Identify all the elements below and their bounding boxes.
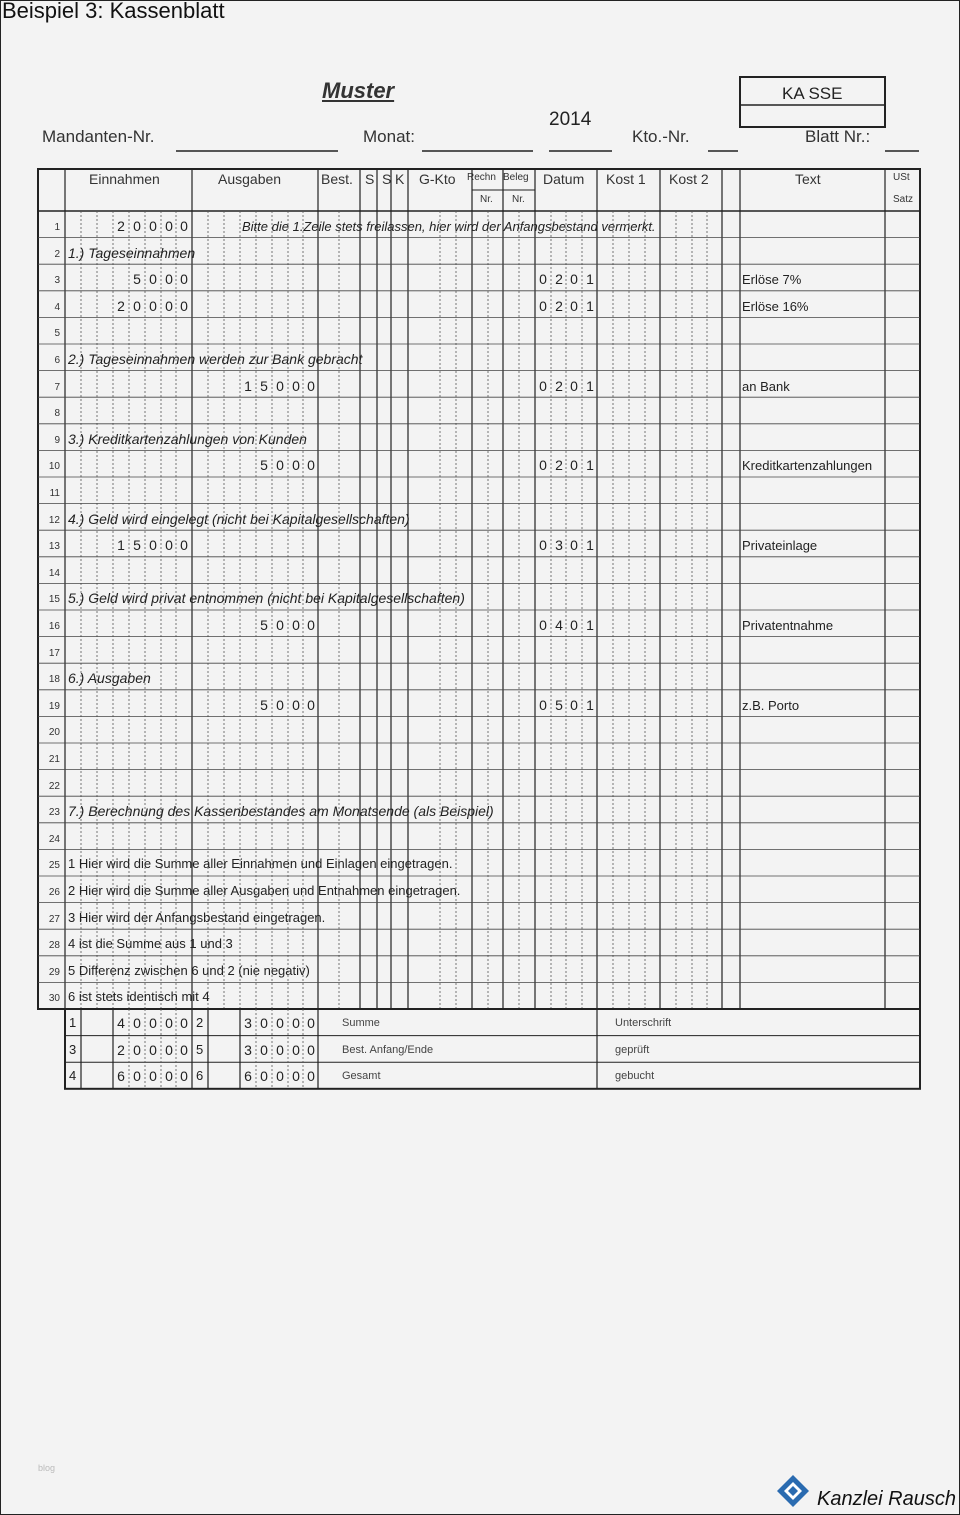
ausgaben-digit: 0 [276, 457, 284, 474]
kanzlei-logo-icon [775, 1473, 811, 1509]
row-text: Kreditkartenzahlungen [742, 458, 873, 474]
footer-brand: Kanzlei Rausch [817, 1488, 956, 1510]
row-number: 16 [48, 621, 60, 632]
summary-b-digit: 0 [292, 1068, 300, 1085]
col-s1: S [365, 171, 375, 187]
datum-digit: 0 [539, 537, 547, 554]
col-satz: Satz [893, 194, 914, 205]
summary-signoff: Unterschrift [615, 1017, 672, 1029]
einnahmen-digit: 0 [149, 218, 157, 234]
einnahmen-digit: 0 [180, 297, 188, 314]
row-number: 27 [48, 913, 60, 925]
row-text: Erlöse 7% [742, 272, 802, 288]
row-number: 10 [48, 461, 60, 473]
summary-a-digit: 0 [180, 1068, 188, 1085]
summary-label: Gesamt [342, 1070, 381, 1083]
row-number: 5 [54, 328, 60, 340]
einnahmen-digit: 2 [117, 218, 125, 234]
summary-a-digit: 0 [133, 1015, 141, 1031]
muster-label: Muster [322, 78, 395, 103]
datum-digit: 0 [539, 457, 547, 474]
datum-digit: 1 [586, 617, 594, 633]
col-gkto: G-Kto [419, 171, 456, 187]
summary-b-digit: 0 [276, 1068, 284, 1085]
datum-digit: 5 [555, 696, 563, 713]
einnahmen-digit: 0 [165, 537, 173, 554]
row-number: 23 [48, 807, 60, 819]
row-number: 1 [54, 222, 60, 233]
einnahmen-digit: 0 [180, 537, 188, 554]
col-nr1: Nr. [480, 194, 493, 205]
row-number: 2 [54, 248, 60, 260]
col-best: Best. [321, 171, 353, 187]
calc-note: 1 Hier wird die Summe aller Einnahmen und Einlagen eingetragen. [68, 856, 453, 872]
row-number: 13 [48, 541, 60, 553]
ausgaben-digit: 5 [260, 377, 268, 394]
ausgaben-digit: 0 [307, 457, 315, 474]
summary-index: 6 [196, 1068, 204, 1084]
page-title: Beispiel 3: Kassenblatt [2, 0, 225, 23]
summary-index: 5 [196, 1041, 204, 1057]
col-ausgaben: Ausgaben [218, 171, 282, 187]
summary-index: 4 [69, 1068, 77, 1084]
summary-signoff: gebucht [615, 1070, 655, 1083]
datum-digit: 0 [539, 617, 547, 633]
col-text: Text [795, 171, 821, 187]
row-number: 4 [54, 301, 60, 313]
ausgaben-digit: 0 [276, 377, 284, 394]
row-number: 3 [54, 275, 60, 287]
ausgaben-digit: 0 [276, 696, 284, 713]
calc-note: 5 Differenz zwischen 6 und 2 (nie negativ) [68, 962, 310, 978]
col-ust: USt [893, 172, 910, 183]
summary-b-digit: 0 [276, 1041, 284, 1058]
ausgaben-digit: 0 [307, 377, 315, 394]
summary-b-digit: 3 [244, 1041, 252, 1058]
row-number: 21 [48, 754, 60, 765]
datum-digit: 1 [586, 271, 594, 288]
section-label: 1.) Tageseinnahmen [68, 244, 196, 261]
summary-a-digit: 0 [180, 1041, 188, 1058]
einnahmen-digit: 0 [165, 271, 173, 288]
summary-a-digit: 0 [149, 1068, 157, 1085]
datum-digit: 2 [555, 297, 563, 314]
summary-a-digit: 4 [117, 1015, 125, 1031]
col-einnahmen: Einnahmen [89, 171, 160, 187]
datum-digit: 2 [555, 377, 563, 394]
mandant-label: Mandanten-Nr. [42, 127, 155, 146]
row-number: 26 [48, 887, 60, 898]
summary-a-digit: 2 [117, 1041, 125, 1058]
row-number: 7 [54, 381, 60, 393]
summary-b-digit: 0 [292, 1041, 300, 1058]
col-kost1: Kost 1 [606, 171, 646, 187]
summary-a-digit: 0 [149, 1041, 157, 1058]
summary-label: Best. Anfang/Ende [342, 1043, 434, 1056]
summary-b-digit: 0 [307, 1041, 315, 1058]
row-number: 19 [48, 700, 60, 712]
summary-b-digit: 0 [276, 1015, 284, 1031]
row-text: Privateinlage [742, 538, 818, 554]
watermark: blog [38, 1463, 56, 1473]
row-text: Privatentnahme [742, 618, 834, 633]
row-number: 12 [48, 514, 60, 526]
summary-a-digit: 0 [133, 1068, 141, 1085]
first-row-note: Bitte die 1.Zeile stets freilassen, hier wird der Anfangsbestand vermerkt. [242, 219, 656, 234]
row-text: z.B. Porto [742, 697, 800, 713]
section-label: 6.) Ausgaben [68, 670, 151, 687]
year-value: 2014 [549, 109, 592, 130]
summary-b-digit: 3 [244, 1015, 252, 1031]
ausgaben-digit: 0 [292, 377, 300, 394]
col-kost2: Kost 2 [669, 171, 709, 187]
row-number: 29 [48, 966, 60, 978]
col-k: K [395, 171, 405, 187]
datum-digit: 0 [570, 617, 578, 633]
calc-note: 6 ist stets identisch mit 4 [68, 989, 210, 1005]
col-beleg: Beleg [503, 172, 529, 183]
summary-a-digit: 0 [149, 1015, 157, 1031]
summary-signoff: geprüft [615, 1043, 650, 1056]
datum-digit: 0 [570, 377, 578, 394]
blatt-label: Blatt Nr.: [805, 127, 871, 146]
einnahmen-digit: 0 [133, 297, 141, 314]
einnahmen-digit: 0 [149, 297, 157, 314]
einnahmen-digit: 0 [149, 537, 157, 554]
einnahmen-digit: 0 [180, 271, 188, 288]
row-number: 20 [48, 727, 60, 739]
einnahmen-digit: 0 [165, 218, 173, 234]
einnahmen-digit: 0 [165, 297, 173, 314]
calc-note: 4 ist die Summe aus 1 und 3 [68, 936, 233, 952]
summary-a-digit: 0 [165, 1041, 173, 1058]
datum-digit: 0 [570, 271, 578, 288]
section-label: 7.) Berechnung des Kassenbestandes am Monatsende (als Beispiel) [68, 803, 494, 820]
summary-a-digit: 0 [180, 1015, 188, 1031]
datum-digit: 3 [555, 537, 563, 554]
section-label: 3.) Kreditkartenzahlungen von Kunden [68, 430, 307, 447]
ausgaben-digit: 0 [292, 617, 300, 633]
col-rechn: Rechn [467, 172, 496, 183]
kasse-box-label: KA SSE [782, 84, 843, 103]
einnahmen-digit: 5 [133, 537, 141, 554]
ausgaben-digit: 5 [260, 457, 268, 474]
datum-digit: 1 [586, 537, 594, 554]
col-s2: S [382, 171, 392, 187]
row-number: 17 [48, 647, 60, 659]
einnahmen-digit: 0 [149, 271, 157, 288]
row-number: 28 [48, 940, 60, 952]
einnahmen-digit: 0 [133, 218, 141, 234]
einnahmen-digit: 5 [133, 271, 141, 288]
row-number: 15 [48, 594, 60, 606]
datum-digit: 0 [570, 297, 578, 314]
datum-digit: 0 [539, 271, 547, 288]
row-number: 25 [48, 860, 60, 872]
datum-digit: 0 [570, 696, 578, 713]
datum-digit: 0 [570, 457, 578, 474]
ausgaben-digit: 0 [292, 457, 300, 474]
summary-b-digit: 0 [260, 1041, 268, 1058]
ausgaben-digit: 5 [260, 617, 268, 633]
col-datum: Datum [543, 171, 585, 187]
summary-index: 3 [69, 1041, 77, 1057]
datum-digit: 1 [586, 696, 594, 713]
datum-digit: 0 [539, 377, 547, 394]
ausgaben-digit: 1 [244, 377, 252, 394]
datum-digit: 2 [555, 271, 563, 288]
ausgaben-digit: 0 [307, 696, 315, 713]
row-text: Erlöse 16% [742, 298, 809, 314]
row-text: an Bank [742, 378, 790, 394]
ausgaben-digit: 0 [276, 617, 284, 633]
summary-b-digit: 0 [260, 1068, 268, 1085]
ausgaben-digit: 0 [292, 696, 300, 713]
section-label: 5.) Geld wird privat entnommen (nicht bei Kapitalgesellschaften) [68, 590, 465, 607]
summary-b-digit: 0 [307, 1068, 315, 1085]
summary-b-digit: 6 [244, 1068, 252, 1085]
datum-digit: 1 [586, 377, 594, 394]
summary-index: 2 [196, 1015, 204, 1030]
row-number: 22 [48, 780, 60, 792]
summary-a-digit: 0 [165, 1068, 173, 1085]
datum-digit: 0 [539, 696, 547, 713]
einnahmen-digit: 0 [180, 218, 188, 234]
row-number: 24 [48, 833, 60, 845]
row-number: 30 [48, 993, 60, 1005]
section-label: 2.) Tageseinnahmen werden zur Bank gebracht [68, 351, 363, 367]
summary-a-digit: 0 [133, 1041, 141, 1058]
datum-digit: 4 [555, 617, 563, 633]
datum-digit: 0 [570, 537, 578, 554]
einnahmen-digit: 1 [117, 537, 125, 554]
summary-b-digit: 0 [260, 1015, 268, 1031]
datum-digit: 2 [555, 457, 563, 474]
col-nr2: Nr. [512, 194, 525, 205]
row-number: 8 [54, 408, 60, 420]
einnahmen-digit: 2 [117, 297, 125, 314]
calc-note: 2 Hier wird die Summe aller Ausgaben und Entnahmen eingetragen. [68, 883, 461, 898]
datum-digit: 1 [586, 457, 594, 474]
monat-label: Monat: [363, 127, 415, 146]
datum-digit: 1 [586, 297, 594, 314]
summary-label: Summe [342, 1017, 380, 1029]
row-number: 14 [48, 567, 60, 579]
ausgaben-digit: 5 [260, 696, 268, 713]
konto-label: Kto.-Nr. [632, 127, 690, 146]
summary-b-digit: 0 [307, 1015, 315, 1031]
row-number: 18 [48, 674, 60, 686]
summary-a-digit: 0 [165, 1015, 173, 1031]
ausgaben-digit: 0 [307, 617, 315, 633]
datum-digit: 0 [539, 297, 547, 314]
summary-b-digit: 0 [292, 1015, 300, 1031]
calc-note: 3 Hier wird der Anfangsbestand eingetragen. [68, 909, 326, 925]
row-number: 9 [54, 434, 60, 446]
summary-a-digit: 6 [117, 1068, 125, 1085]
section-label: 4.) Geld wird eingelegt (nicht bei Kapitalgesellschaften) [68, 510, 410, 527]
row-number: 6 [54, 355, 60, 366]
row-number: 11 [49, 488, 60, 499]
summary-index: 1 [69, 1015, 77, 1030]
